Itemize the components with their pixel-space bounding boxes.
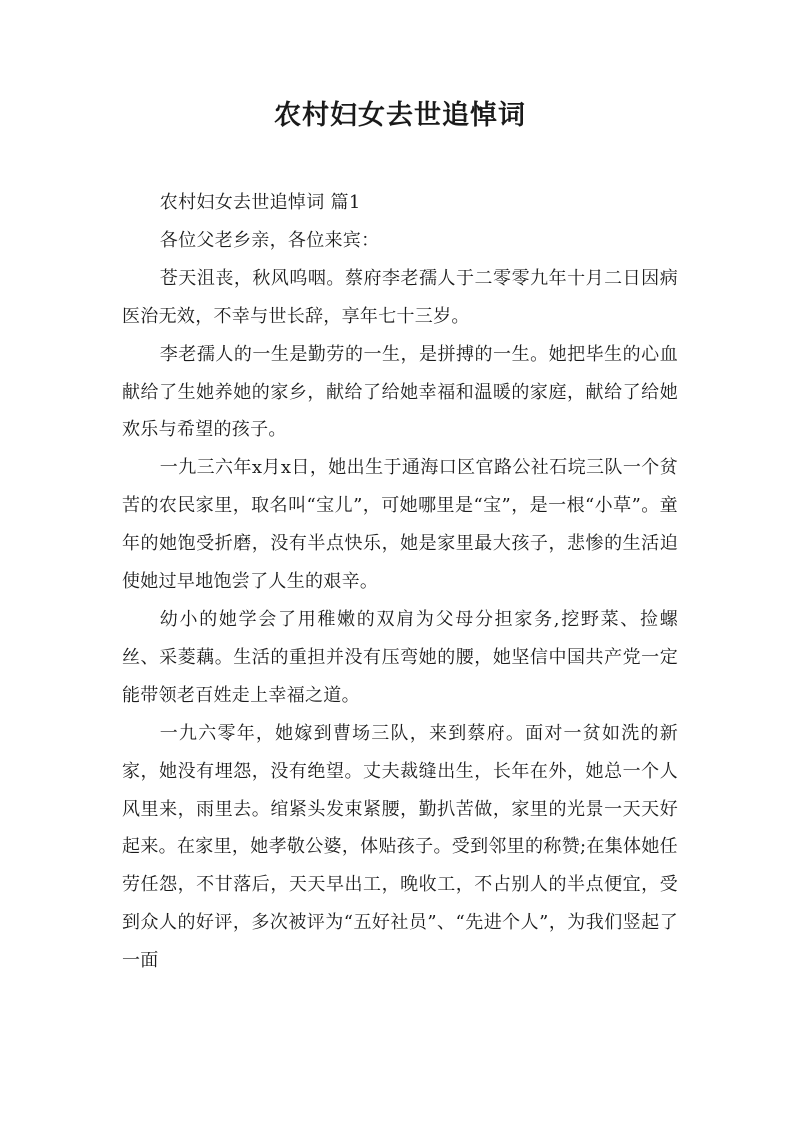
paragraph: 幼小的她学会了用稚嫩的双肩为父母分担家务,挖野菜、捡螺丝、采菱藕。生活的重担并没有压弯她的腰，她坚信中国共产党一定能带领老百姓走上幸福之道。 bbox=[122, 608, 678, 706]
paragraph-greeting: 各位父老乡亲，各位来宾： bbox=[159, 229, 380, 251]
paragraph: 一九三六年x月x日，她出生于通海口区官路公社石垸三队一个贫苦的农民家里，取名叫“宝儿”，可她哪里是“宝”，是一根“小草”。童年的她饱受折磨，没有半点快乐，她是家里最大孩子，悲惨的生活迫使她过早地饱尝了人生的艰辛。 bbox=[122, 457, 678, 593]
paragraph: 李老孺人的一生是勤劳的一生，是拼搏的一生。她把毕生的心血献给了生她养她的家乡，献给了给她幸福和温暖的家庭，献给了给她欢乐与希望的孩子。 bbox=[122, 343, 678, 441]
paragraph: 一九六零年，她嫁到曹场三队，来到蔡府。面对一贫如洗的新家，她没有埋怨，没有绝望。丈夫裁缝出生，长年在外，她总一个人风里来，雨里去。绾紧头发束紧腰，勤扒苦做，家里的光景一天天好起来。在家里，她孝敬公婆，体贴孩子。受到邻里的称赞;在集体她任劳任怨，不甘落后，天天早出工，晚收工，不占别人的半点便宜，受到众人的好评，多次被评为“五好社员”、“先进个人”，为我们竖起了一面 bbox=[122, 722, 678, 972]
document-title: 农村妇女去世追悼词 bbox=[274, 100, 526, 131]
paragraph: 苍天沮丧，秋风呜咽。蔡府李老孺人于二零零九年十月二日因病医治无效，不幸与世长辞，享年七十三岁。 bbox=[122, 267, 678, 327]
paragraph-heading: 农村妇女去世追悼词 篇1 bbox=[159, 192, 361, 213]
document-body bbox=[122, 184, 678, 980]
